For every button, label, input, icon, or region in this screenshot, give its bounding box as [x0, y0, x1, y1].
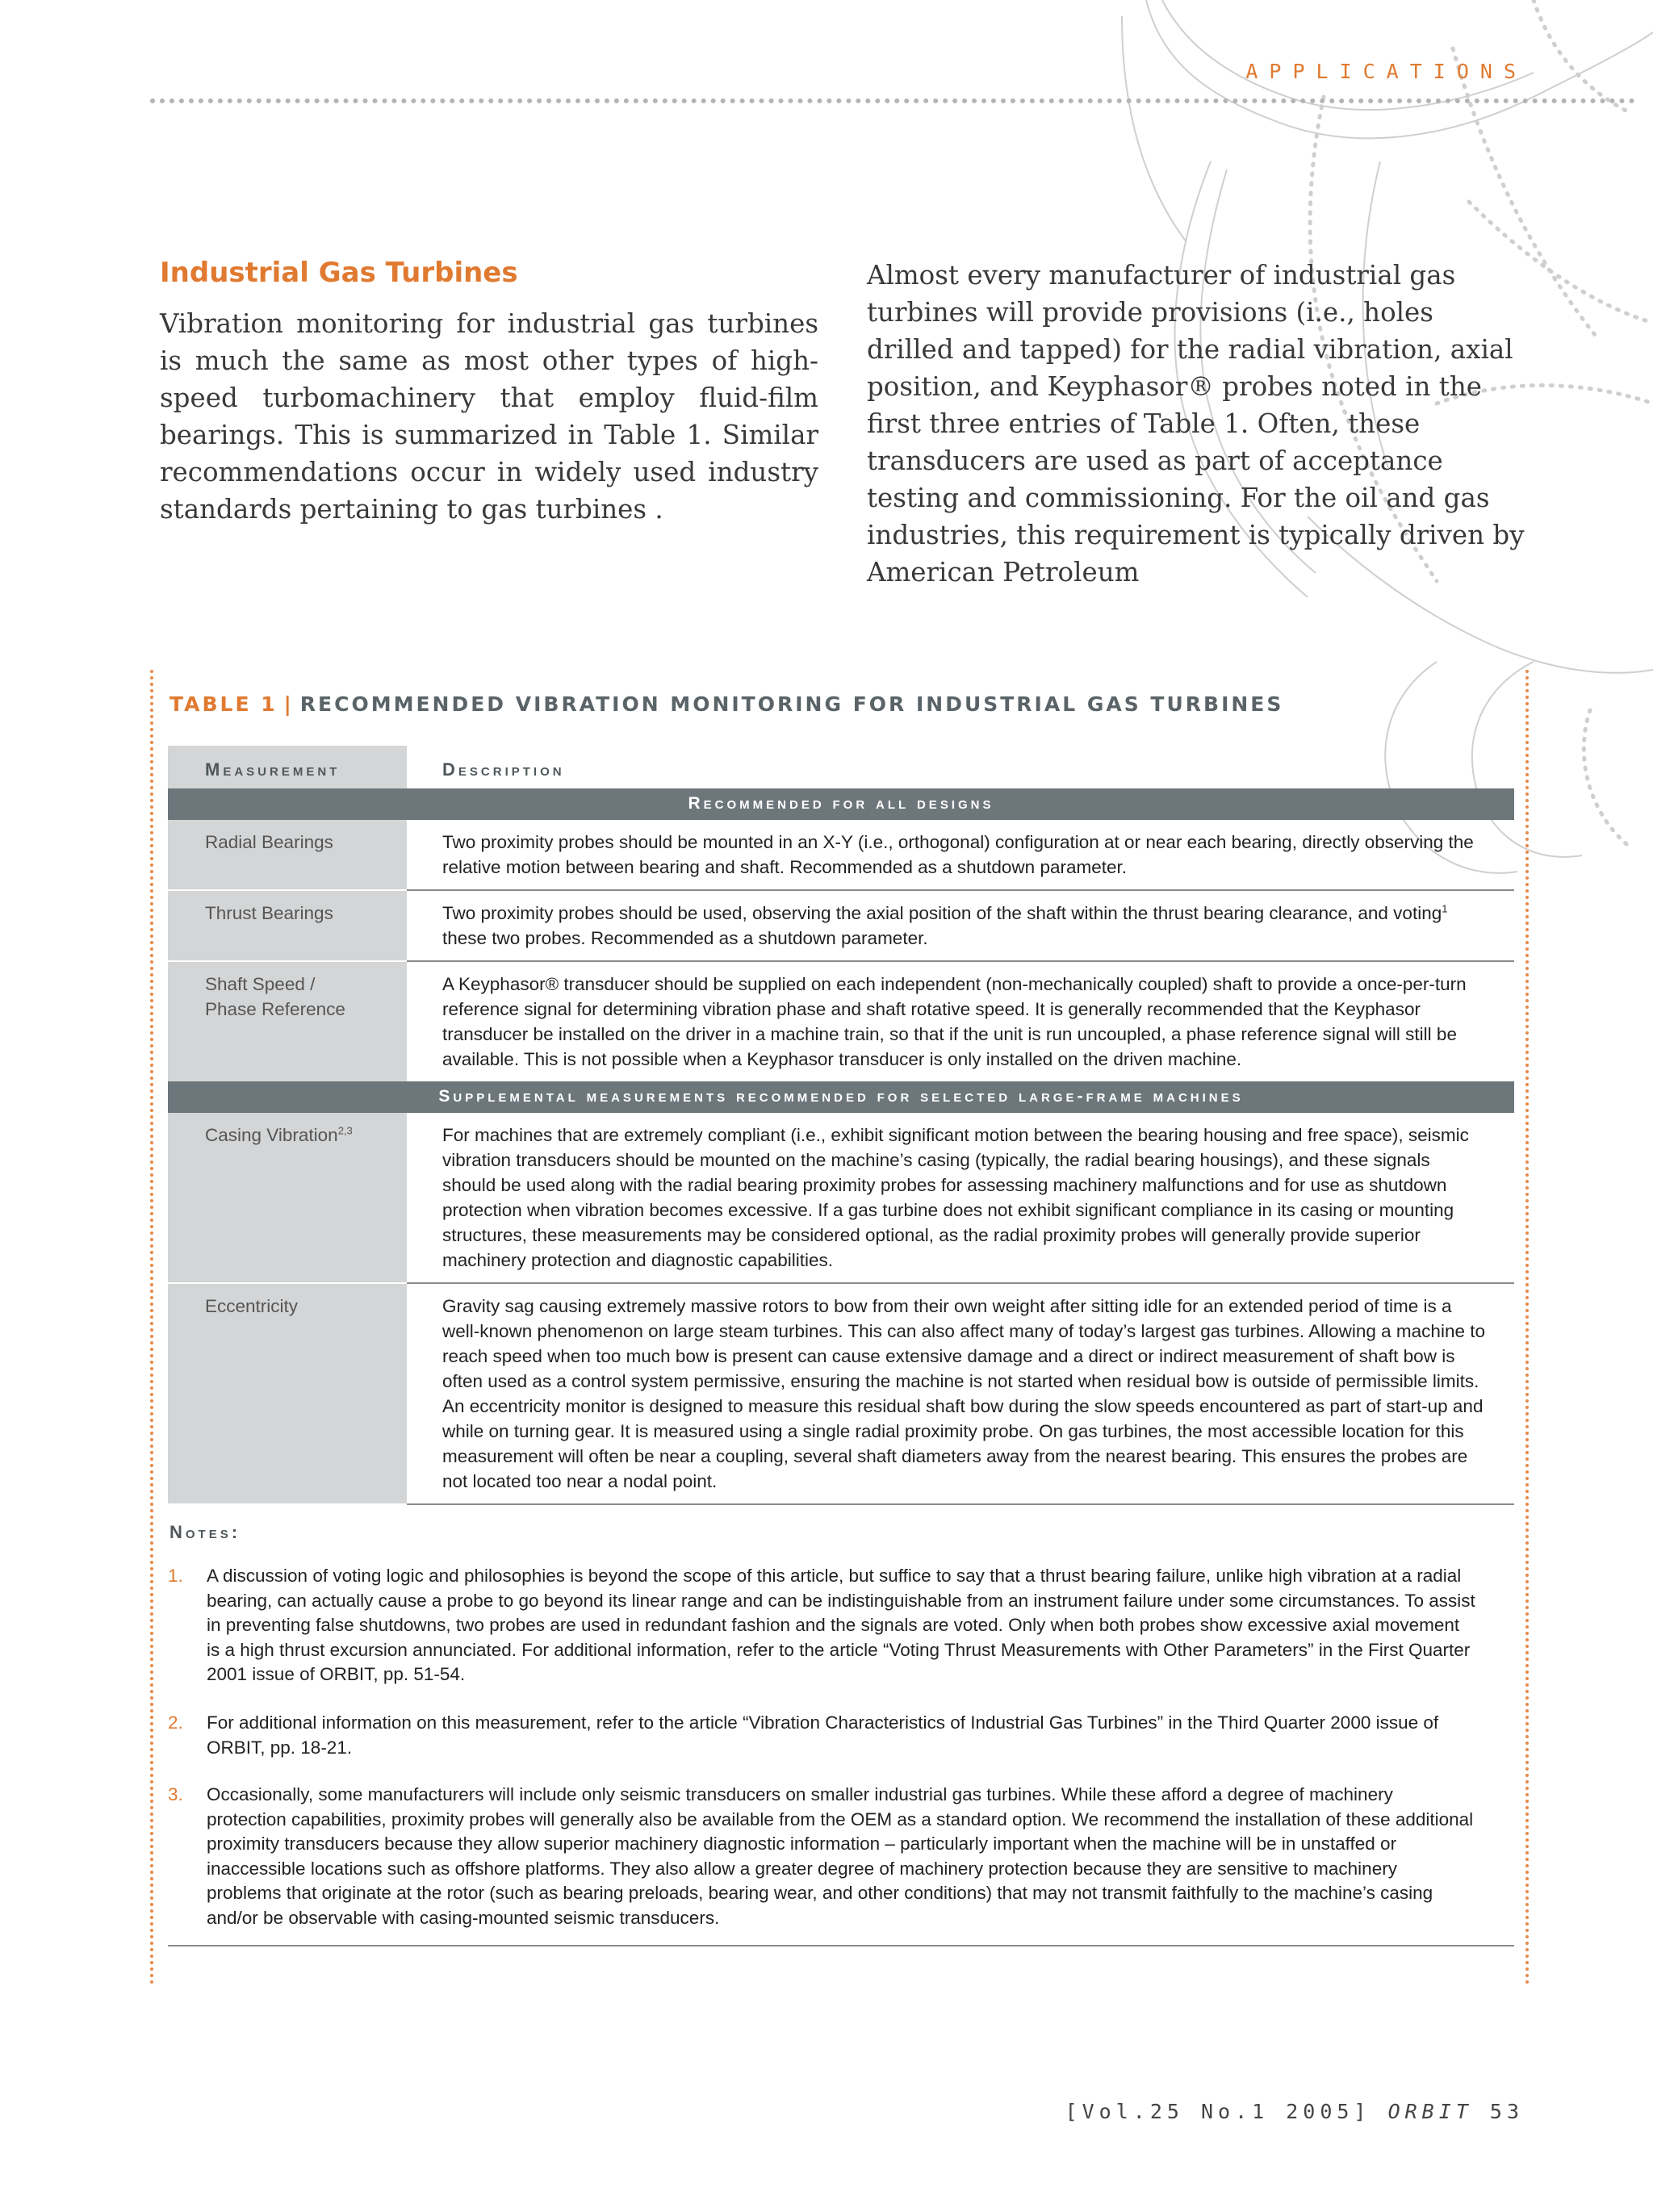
note-number: 3. [168, 1784, 183, 1804]
table-row [168, 890, 1514, 961]
measurement-name: Thrust Bearings [205, 903, 333, 923]
table-frame-left-border [150, 670, 153, 1985]
column-header-measurement: Measurement [168, 746, 407, 788]
section-title-recommended: Recommended for all designs [168, 788, 1514, 820]
column-header-description: Description [442, 759, 565, 780]
header-dotted-rule [150, 98, 1635, 103]
description-text: Two proximity probes should be used, observing the axial position of the shaft within the thrust bearing clearance, and voting [442, 903, 1442, 923]
measurement-name: Casing Vibration [205, 1125, 338, 1145]
note-text: Occasionally, some manufacturers will include only seismic transducers on smaller industrial gas turbines. While these afford a degree of machinery protection capabilities, proximity probes will generally also be available from the OEM as a standard option. We recommend the installation of these additional proximity transducers because they allow superior machinery diagnostic information – particularly important when the machine will be in unstaffed or inaccessible locations such as offshore platforms. They also allow a greater degree of machinery protection because they are sensitive to machinery problems that originate at the rotor (such as bearing preloads, bearing wear, and other conditions) that may not transmit faithfully to the machine’s casing and/or be observable with casing-mounted seismic transducers. [207, 1784, 1474, 1928]
description-cell: Two proximity probes should be mounted in an X-Y (i.e., orthogonal) configuration at or near each bearing, directly observing the relative motion between bearing and shaft. Recommended as a shutdown parameter. [407, 820, 1514, 890]
table-row [168, 961, 1514, 1081]
measurement-cell [168, 1113, 407, 1283]
measurement-cell [168, 1283, 407, 1504]
note-item [168, 1564, 1475, 1687]
footer-magazine: ORBIT [1387, 2100, 1473, 2123]
table-title: RECOMMENDED VIBRATION MONITORING FOR INDUSTRIAL GAS TURBINES [299, 692, 1284, 716]
note-number: 1. [168, 1566, 183, 1586]
article-right-column: Almost every manufacturer of industrial gas turbines will provide provisions (i.e., holes drilled and tapped) for the radial vibration, axial position, and Keyphasor® probes noted in the first three entries of Table 1. Often, these transducers are used as part of acceptance testing and commissioning. For the oil and gas industries, this requirement is typically driven by American Petroleum [867, 260, 1525, 587]
note-item [168, 1783, 1475, 1930]
section-title-supplemental: Supplemental measurements recommended for selected large-frame machines [168, 1081, 1514, 1113]
measurement-cell [168, 820, 407, 890]
table-frame-right-border [1525, 670, 1529, 1985]
measurement-name: Eccentricity [205, 1296, 299, 1316]
footnote-ref: 1 [1442, 902, 1448, 915]
description-text: these two probes. Recommended as a shutdown parameter. [442, 928, 928, 948]
measurement-name: Radial Bearings [205, 832, 333, 852]
footer-issue: [Vol.25 No.1 2005] [1065, 2100, 1371, 2123]
article-heading: Industrial Gas Turbines [160, 257, 518, 289]
note-text: A discussion of voting logic and philosophies is beyond the scope of this article, but suffice to say that a thrust bearing failure, unlike high vibration at a radial bearing, can actually cause a probe to go beyond its linear range and can be indistinguishable from an instrument failure under some circumstances. To assist in preventing false shutdowns, two probes are used in redundant fashion and the signals are voted. Only when both probes show excessive axial movement is a high thrust excursion annunciated. For additional information, refer to the article “Voting Thrust Measurements with Other Parameters” in the First Quarter 2001 issue of ORBIT, pp. 51-54. [207, 1566, 1475, 1684]
table-number: TABLE 1 [169, 692, 278, 716]
monitoring-table [168, 746, 1514, 1505]
measurement-cell [168, 890, 407, 961]
section-band-recommended [168, 788, 1514, 820]
note-text: For additional information on this measurement, refer to the article “Vibration Characteristics of Industrial Gas Turbines” in the Third Quarter 2000 issue of ORBIT, pp. 18-21. [207, 1712, 1439, 1758]
description-cell: Gravity sag causing extremely massive rotors to bow from their own weight after sitting idle for an extended period of time is a well-known phenomenon on large steam turbines. This can also affect many of today’s largest gas turbines. Allowing a machine to reach speed when too much bow is present can cause extensive damage and a direct or indirect measurement of shaft bow is often used as a control system permissive, ensuring the machine is not started when residual bow is outside of permissible limits. An eccentricity monitor is designed to measure this residual shaft bow during the slow speeds encountered as part of start-up and while on turning gear. It is measured using a single radial proximity probe. On gas turbines, the most accessible location for this measurement will often be near a coupling, several shaft diameters away from the nearest bearing. This ensures the probes are not located too near a nodal point. [407, 1283, 1514, 1504]
description-cell: A Keyphasor® transducer should be supplied on each independent (non-mechanically coupled) shaft to provide a once-per-turn reference signal for determining vibration phase and shaft rotative speed. It is generally recommended that the Keyphasor transducer be installed on the driver in a machine train, so that if the unit is run uncoupled, a phase reference signal will still be available. This is not possible when a Keyphasor transducer is only installed on the driven machine. [442, 974, 1467, 1069]
measurement-name: Shaft Speed / Phase Reference [205, 974, 345, 1019]
table-row [168, 1113, 1514, 1283]
table-row [168, 1283, 1514, 1504]
note-number: 2. [168, 1712, 183, 1733]
table-row [168, 820, 1514, 890]
article-left-column: Vibration monitoring for industrial gas turbines is much the same as most other types of high-speed turbomachinery that employ fluid-film bearings. This is summarized in Table 1. Similar recommendations occur in widely used industry standards pertaining to gas turbines . [160, 308, 818, 525]
section-band-supplemental [168, 1081, 1514, 1113]
note-item [168, 1711, 1475, 1760]
measurement-cell [168, 961, 407, 1081]
description-cell [407, 890, 1514, 961]
table-caption-separator: | [283, 692, 294, 716]
table-header-row [168, 746, 1514, 788]
footnote-ref: 2,3 [337, 1124, 353, 1137]
description-cell: For machines that are extremely compliant (i.e., exhibit significant motion between the bearing housing and free space), seismic vibration transducers should be mounted on the machine’s casing (typically, the radial bearing housings), and these signals should be used along with the radial bearing proximity probes for assessing machinery malfunctions and for use as shutdown protection when vibration becomes excessive. If a gas turbine does not exhibit significant compliance in its casing or mounting structures, these measurements may be considered optional, as the radial proximity probes will generally provide superior machinery protection and diagnostic capabilities. [407, 1113, 1514, 1283]
notes-bottom-rule [168, 1945, 1514, 1946]
page-number: 53 [1489, 2100, 1524, 2123]
notes-heading: Notes: [169, 1522, 241, 1542]
page-footer [1065, 2100, 1524, 2123]
table-caption [169, 692, 1283, 716]
section-label: APPLICATIONS [1245, 60, 1527, 83]
